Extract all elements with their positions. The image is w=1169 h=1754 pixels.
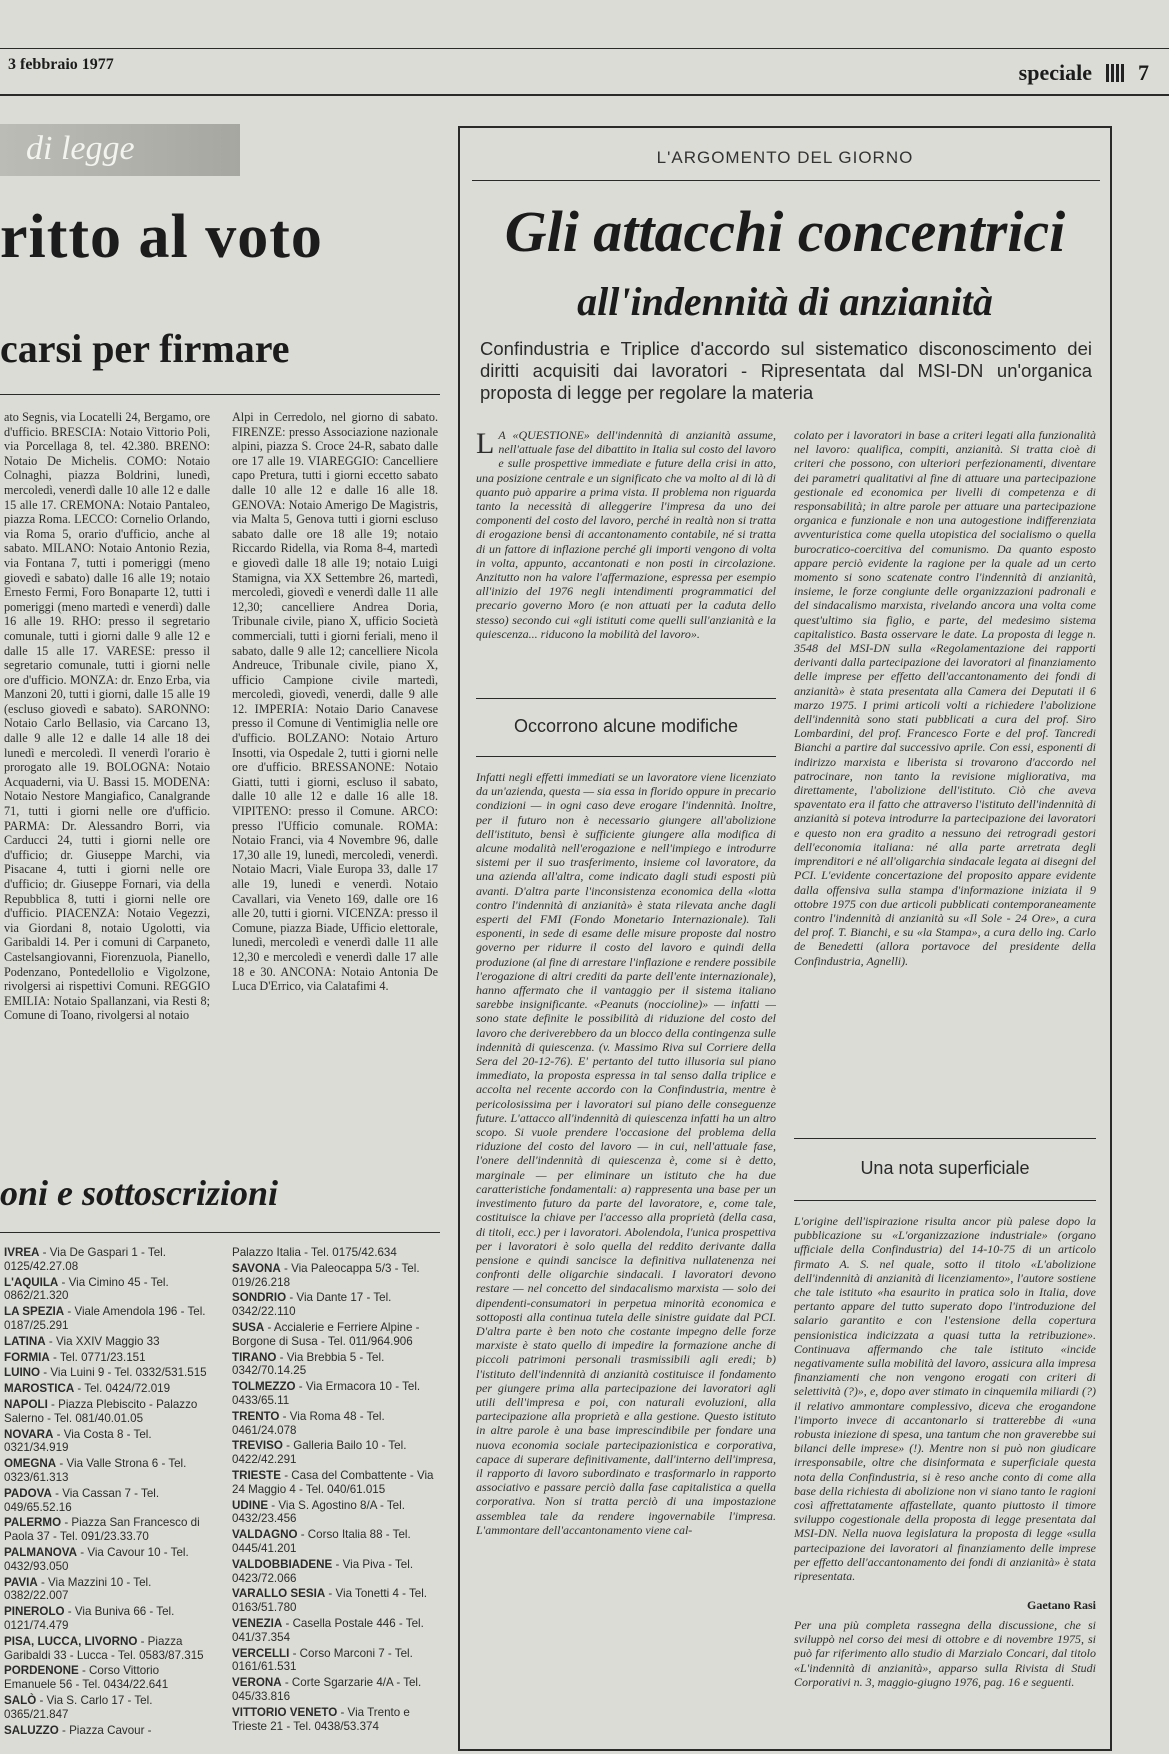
address-city: PORDENONE [4, 1664, 79, 1678]
address-entry: PALERMO - Piazza San Francesco di Paola 37 - Tel. 091/23.33.70 [4, 1516, 200, 1544]
article-topic: L'ARGOMENTO DEL GIORNO [656, 148, 914, 167]
address-entry: PADOVA - Via Cassan 7 - Tel. 049/65.52.16 [4, 1486, 160, 1514]
address-city: PISA, LUCCA, LIVORNO [4, 1634, 138, 1648]
address-city: PALMANOVA [4, 1545, 77, 1559]
address-info: Tel. 0424/72.019 [84, 1382, 171, 1396]
address-entry: L'AQUILA - Via Cimino 45 - Tel. 0862/21.320 [4, 1275, 169, 1303]
address-info: Via Buniva 66 - Tel. 0121/74.479 [4, 1605, 175, 1632]
address-city: SAVONA [232, 1261, 281, 1275]
page-number: 7 [1138, 60, 1149, 85]
address-city: TRIESTE [232, 1468, 281, 1482]
address-entry: SALUZZO - Piazza Cavour - [4, 1723, 152, 1737]
address-info: Via Ermacora 10 - Tel. 0433/65.11 [232, 1380, 421, 1407]
article-intro-col2: colato per i lavoratori in base a criteri legati alla funzionalità nel lavoro: qualifica, compiti, anzianità. Si tratta cioè di criteri che possono, con ulteriori perfezionamenti, diventare dei parametri qualitativi al fine di attuare una partecipazione gestionale ed economica per livelli di competenza e di responsabilità; in altre parole per attuare una partecipazione organica e funzionale e non una autogestione indifferenziata avventuristica come quella utopistica del socialismo o quella burocratico-coercitiva del comunismo. Da quanto esposto appare perciò evidente la ragione per la quale ad un certo momento si sono scatenate contro l'indennità di anzianità, insieme, le forze congiunte delle organizzazioni padronali e del sindacalismo marxista, rivelando ancora una volta come quest'ultimo sia figlio, e parte, del medesimo sistema capitalistico. Basta osservare le date. La proposta di legge n. 3548 del MSI-DN sulla «Regolamentazione dei rapporti derivanti dalla partecipazione dei lavoratori al finanziamento delle imprese per effetto dell'accantonamento dei fondi di anzianità» è stata presentata alla Camera dei Deputati il 6 marzo 1975. I primi articoli volti a richiedere l'abolizione dell'indennità sono stati pubblicati a cura del prof. Siro Lombardini, del prof. Francesco Forte e del prof. Tancredi Bianchi a partire dal successivo aprile. Con essi, esponenti di indirizzo marxista e liberista si trovarono d'accordo nel patrocinare, non tanto la revisione migliorativa, ma direttamente, l'abolizione dell'istituto. Ciò che aveva spaventato era il fatto che attraverso l'istituto dell'indennità di anzianità si poteva introdurre la partecipazione dei lavoratori e questo non era gradito a nessuno dei retrogradi gestori dell'economia italiana: né alla parte arretrata degli imprenditori e né all'oligarchia sindacale legata ai disegni del PCI. L'evidente concertazione del proposito appare evidente dalla offensiva sulla stampa d'informazione iniziata il 9 ottobre 1975 con due articoli pubblicati contemporaneamente contro l'indennità di anzianità su «Il Sole - 24 Ore», a cura del prof. T. Bianchi, e su «la Stampa», a cura dello ing. Carlo de Benedetti (allora portavoce del presidente della Confindustria, Agnelli). [794, 428, 1096, 968]
address-city: TIRANO [232, 1350, 277, 1364]
kicker-band: di legge [0, 124, 240, 176]
addresses-column-1 [4, 1246, 210, 1751]
article-signature: Gaetano Rasi [1027, 1598, 1096, 1612]
address-city: TOLMEZZO [232, 1380, 296, 1394]
address-info: Piazza Cavour - [69, 1723, 152, 1737]
masthead-section [1019, 60, 1149, 86]
address-entry: UDINE - Via S. Agostino 8/A - Tel. 0432/23.456 [232, 1498, 405, 1526]
address-city: VITTORIO VENETO [232, 1705, 338, 1719]
address-entry: VALDOBBIADENE - Via Piva - Tel. 0423/72.066 [232, 1557, 414, 1585]
article-box [458, 126, 1112, 1751]
address-info: Via De Gaspari 1 - Tel. 0125/42.27.08 [4, 1246, 166, 1273]
address-city: TREVISO [232, 1439, 283, 1453]
article-footnote: Per una più completa rassegna della discussione, che si sviluppò nel corso dei mesi di ottobre e di novembre 1975, si può far riferimento allo studio di Marzialo Concari, dal titolo «L'indennità di anzianità», apparso sulla Rivista di Studi Corporativi n. 3, maggio-giugno 1976, pag. 16 e seguenti. [794, 1618, 1096, 1689]
address-entry: VALDAGNO - Corso Italia 88 - Tel. 0445/41.201 [232, 1528, 411, 1555]
address-entry: VITTORIO VENETO - Via Trento e Trieste 21 - Tel. 0438/53.374 [232, 1705, 410, 1733]
address-entry: TREVISO - Galleria Bailo 10 - Tel. 0422/42.291 [232, 1439, 407, 1467]
address-entry: FORMIA - Tel. 0771/23.151 [4, 1350, 146, 1364]
address-info: Via Paleocappa 5/3 - Tel. 019/26.218 [232, 1261, 420, 1289]
address-info: Via S. Agostino 8/A - Tel. 0432/23.456 [232, 1498, 405, 1526]
subhead-nota: Una nota superficiale [860, 1158, 1030, 1178]
article-intro-col1-text: A «QUESTIONE» dell'indennità di anzianità assume, nell'attuale fase del dibattito in Italia sul costo del lavoro e sulle prospettive immediate e future della crisi in atto, una posizione centrale e un significato che va molto al di là di quanto può apparire a prima vista. Il problema non riguarda tanto la necessità di alleggerire l'impresa da uno dei componenti del costo del lavoro, perché in realtà non si tratta di erogazione bensì di accantonamento contabile, né si tratta di un fattore di inflazione perché gli importi vengono di volta in volta, appunto, accantonati e non posti in circolazione. Anzitutto non ha valore l'affermazione, espressa per esempio all'inizio del 1976 negli intendimenti programmatici del precario governo Moro (e non attuati per la caduta dello stesso) secondo cui «gli istituti come quelli sull'anzianità e la quiescenza... riducono la mobilità del lavoro». [476, 428, 776, 641]
address-city: VENEZIA [232, 1616, 283, 1630]
article-body-col2: L'origine dell'ispirazione risulta ancor più palese dopo la pubblicazione su «L'organizzazione industriale» (organo ufficiale della Confindustria) del 14-10-75 di un articolo firmato A. S. nel quale, sotto il titolo «L'abolizione dell'indennità di anzianità di licenziamento», l'autore sostiene che tale istituto «ha esaurito in pratica solo in Italia, dove pertanto appare del tutto superato dopo l'introduzione del salario garantito e con l'estensione della copertura pensionistica indicizzata a quasi tutta la retribuzione». Continuava affermando che tale istituto «incide negativamente sulla mobilità del lavoro, assicura alla impresa finanziamenti che non vengono erogati con criteri di selettività (?)», e, dopo aver stimato in cinquemila miliardi (?) il relativo ammontare complessivo, diceva che erogandone l'importo invece di accantonarlo si tratterebbe di «una robusta iniezione di spesa, una tantum che non graverebbe sui bilanci delle imprese» (!). Mentre non si può non giudicare irresponsabile, oltre che disinformata e superficiale questa nota della Confindustria, si è reso anche conto di come alla base della richiesta di abolizione non vi siano tanto le ragioni così affrettatamente affastellate, quanto piuttosto il timore sviluppo cogestionale della proposta di legge presentata dal MSI-DN. Nella nuova legislatura la proposta di legge «sulla partecipazione dei lavoratori al finanziamento delle imprese per effetto dell'accantonamento dei fondi di anzianità» è stata ripresentata. [794, 1214, 1096, 1584]
left-column-1: ato Segnis, via Locatelli 24, Bergamo, ore d'ufficio. BRESCIA: Notaio Vittorio Poli, via Porcellaga 8, tel. 42.380. BRENO: Notaio De Michelis. COMO: Notaio Colnaghi, piazza Boldrini, lunedì, mercoledì, venerdì dalle 10 alle 12 e dalle 15 alle 17. CREMONA: Notaio Pantaleo, piazza Roma. LECCO: Cornelio Orlando, via Roma 5, orario d'ufficio, anche al sabato. MILANO: Notaio Antonio Rezia, via Fontana 7, tutti i pomeriggi (meno giovedì e sabato) dalle 16 alle 19; notaio Ernesto Fermi, Foro Bonaparte 12, tutti i pomeriggi (meno martedì e venerdì) dalle 16 alle 19. RHO: presso il segretario comunale, tutti i giorni dalle 9 alle 12 e dalle 15 alle 17. VARESE: presso il segretario comunale, tutti i giorni nelle ore d'ufficio. MONZA: dr. Enzo Erba, via Manzoni 20, tutti i giorni, dalle 15 alle 19 (escluso giovedì e sabato). SARONNO: Notaio Carlo Bellasio, via Carcano 13, dalle 9 alle 12 e dalle 14 alle 18 dei lunedì e mercoledì. Il venerdì l'orario è prorogato alle 19. BOLOGNA: Notaio Acquaderni, via U. Bassi 15. MODENA: Notaio Nestore Mangiafico, Canalgrande 71, tutti i giorni nelle ore d'ufficio. PARMA: Dr. Alessandro Borri, via Carducci 24, tutti i giorni nelle ore d'ufficio; dr. Giuseppe Marchi, via Pisacane 4, tutti i giorni nelle ore d'ufficio; dr. Giuseppe Fornari, via della Repubblica 8, tutti i giorni nelle ore d'ufficio. PIACENZA: Notaio Vegezzi, via Giordani 8, notaio Ugolotti, via Garibaldi 14. Per i comuni di Carpaneto, Castelsangiovanni, Fiorenzuola, Pianello, Podenzano, Pontedellolio e Vigolzone, rivolgersi ai rispettivi Comuni. REGGIO EMILIA: Notaio Spallanzani, via Resti 8; Comune di Toano, rivolgersi al notaio [4, 410, 210, 1023]
address-city: SALUZZO [4, 1723, 59, 1737]
address-city: LATINA [4, 1334, 46, 1348]
address-info: Via Mazzini 10 - Tel. 0382/22.007 [4, 1575, 152, 1603]
address-city: FORMIA [4, 1350, 50, 1364]
address-info: Via Brebbia 5 - Tel. 0342/70.14.25 [232, 1350, 385, 1378]
address-city: VARALLO SESIA [232, 1587, 326, 1601]
address-city: PADOVA [4, 1486, 52, 1500]
address-info: Galleria Bailo 10 - Tel. 0422/42.291 [232, 1439, 407, 1467]
address-info: Casa del Combattente - Via 24 Maggio 4 - Tel. 040/61.015 [232, 1468, 434, 1496]
address-entry: SUSA - Accialerie e Ferriere Alpine - Borgone di Susa - Tel. 011/964.906 [232, 1320, 420, 1348]
address-info: Piazza Plebiscito - Palazzo Salerno - Tel. 081/40.01.05 [4, 1397, 198, 1425]
address-entry: VERCELLI - Corso Marconi 7 - Tel. 0161/61.531 [232, 1646, 413, 1674]
address-info: Via Cassan 7 - Tel. 049/65.52.16 [4, 1486, 160, 1514]
address-entry: OMEGNA - Via Valle Strona 6 - Tel. 0323/61.313 [4, 1457, 187, 1484]
address-info: Via Valle Strona 6 - Tel. 0323/61.313 [4, 1457, 187, 1484]
article-intro-col1 [476, 428, 776, 828]
address-entry: PISA, LUCCA, LIVORNO - Piazza Garibaldi 33 - Lucca - Tel. 0583/87.315 [4, 1634, 204, 1662]
address-city: VERCELLI [232, 1646, 290, 1660]
address-city: L'AQUILA [4, 1275, 59, 1289]
address-info: Corso Marconi 7 - Tel. 0161/61.531 [232, 1646, 413, 1674]
address-info: Via Tonetti 4 - Tel. 0163/51.780 [232, 1587, 428, 1615]
address-city: IVREA [4, 1246, 40, 1259]
address-city: LUINO [4, 1366, 41, 1380]
address-city: VALDOBBIADENE [232, 1557, 333, 1571]
address-info: Viale Amendola 196 - Tel. 0187/25.291 [4, 1305, 206, 1332]
address-info: Accialerie e Ferriere Alpine - Borgone di Susa - Tel. 011/964.906 [232, 1320, 420, 1348]
address-city: MAROSTICA [4, 1382, 75, 1396]
address-entry: SALÒ - Via S. Carlo 17 - Tel. 0365/21.847 [4, 1693, 153, 1721]
address-info: Via S. Carlo 17 - Tel. 0365/21.847 [4, 1693, 153, 1721]
left-subheadline: carsi per firmare [0, 326, 290, 371]
address-entry: PINEROLO - Via Buniva 66 - Tel. 0121/74.479 [4, 1605, 175, 1632]
address-city: UDINE [232, 1498, 269, 1512]
address-info: Piazza San Francesco di Paola 37 - Tel. 091/23.33.70 [4, 1516, 200, 1544]
address-city: LA SPEZIA [4, 1305, 65, 1319]
address-info: Via Trento e Trieste 21 - Tel. 0438/53.374 [232, 1705, 410, 1733]
article-deck: Confindustria e Triplice d'accordo sul sistematico disconoscimento dei diritti acquisiti dai lavoratori - Ripresentata dal MSI-DN un'organica proposta di legge per regolare la materia [480, 338, 1092, 403]
address-entry: TRIESTE - Casa del Combattente - Via 24 Maggio 4 - Tel. 040/61.015 [232, 1468, 434, 1496]
section-label: speciale [1018, 60, 1092, 85]
address-info: Via Costa 8 - Tel. 0321/34.919 [4, 1427, 152, 1455]
left-column-2: Alpi in Cerredolo, nel giorno di sabato. FIRENZE: presso Associazione nazionale alpini, piazza S. Croce 24-R, sabato dalle ore 17 alle 19. VIAREGGIO: Cancelliere capo Pretura, tutti i giorni eccetto sabato dalle 10 alle 12 e dalle 16 alle 18. GENOVA: Notaio Amerigo De Magistris, via Malta 5, Genova tutti i giorni escluso sabato dalle ore 18 alle 19; notaio Riccardo Ridella, via Roma 8-4, martedì e giovedì dalle 18 alle 19; notaio Luigi Stamigna, via XX Settembre 26, martedì, mercoledì, giovedì e venerdì dalle 11 alle 12,30; cancelliere Andrea Doria, Tribunale civile, piano X, ufficio Società commerciali, tutti i giorni feriali, meno il sabato, dalle 9 alle 12; cancelliere Nicola Andreuce, Tribunale civile, piano X, ufficio Campione civile martedì, mercoledì, giovedì, venerdì, dalle 9 alle 12. IMPERIA: Notaio Dario Canavese presso il Comune di Ventimiglia nelle ore d'ufficio. BOLZANO: Notaio Arturo Insotti, via Ospedale 2, tutti i giorni nelle ore d'ufficio. BRESSANONE: Notaio Giatti, tutti i giorni, escluso il sabato, dalle 10 alle 12 e dalle 16 alle 18. VIPITENO: presso il Comune. ARCO: presso l'Ufficio comunale. ROMA: Notaio Franci, via 4 Novembre 96, dalle 17,30 alle 19, lunedì, mercoledì, venerdì. Notaio Macri, Viale Europa 33, dalle 17 alle 19, lunedì e venerdì. Notaio Cavallari, via Veneto 169, dalle ore 16 alle 20, tutti i giorni. VICENZA: presso il Comune, piazza Biade, Ufficio elettorale, lunedì, mercoledì e venerdì dalle 11 alle 12,30 e mercoledì e venerdì dalle 17 alle 18 e 30. ANCONA: Notaio Antonia De Luca D'Errico, via Calatafimi 4. [232, 410, 438, 994]
article-body-col1: Infatti negli effetti immediati se un lavoratore viene licenziato da un'azienda, questa — sia essa in florido oppure in precario condizioni — in ogni caso deve erogare l'indennità. Inoltre, per il futuro non è necessario giungere all'abolizione dell'istituto, bensì è sufficiente giungere alla modifica di alcune modalità nell'erogazione e nell'impiego e introdurre sistemi per il suo trasferimento, insieme col lavoratore, da una azienda all'altra, come indicato dagli studi esposti più avanti. D'altra parte l'inconsistenza economica della «lotta contro l'indennità di anzianità» è stata rilevata anche dagli esperti del FMI (Fondo Monetario Internazionale). Tali esponenti, in sede di esame delle misure proposte dal nostro governo per ridurre il costo del lavoro e quindi della produzione (al fine di arrestare l'inflazione e rendere possibile l'erogazione di altri crediti da parte dell'ente internazionale), hanno affermato che il vantaggio per il sistema italiano sarebbe insignificante. «Peanuts (noccioline)» — infatti — sono state definite le possibilità di riduzione del costo del lavoro che deriverebbero da un blocco della contingenza sulle indennità di quiescenza. (v. Massimo Riva sul Corriere della Sera del 20-12-76). E' pertanto del tutto illusoria sul piano immediato, la proposta espressa in tal senso dalla triplice e accolta nel recente accordo con la Confindustria, mentre è pericolosissima per i lavoratori sul piano delle conseguenze future. L'attacco all'indennità di quiescenza infatti ha un altro scopo. Si vuole prendere l'occasione del problema della riduzione del costo del lavoro — in cui, nell'attuale fase, l'onere dell'indennità di quiescenza è, come si è detto, marginale — per eliminare un istituto che ha due caratteristiche fondamentali: a) rappresenta una base per un investimento futuro da parte del lavoratore, e, come tale, costituisce la chiave per l'accesso alla proprietà (della casa, di titoli, ecc.) per i lavoratori. Abolendola, l'unica prospettiva per i lavoratori è solo quella del reddito derivante dalla pensione e quindi sancisce la definitiva nullatenenza nei confronti delle oligarchie sindacali. I lavoratori devono restare — nel concetto del sindacalismo marxista — solo dei dipendenti-consumatori in perpetua minorità economica e sottoposti alla continua tutela delle sinistre guidate dal PCI. D'altra parte è ben noto che costante impegno delle forze marxiste è stato quello di impedire la formazione anche di piccoli patrimoni personali trasmissibili agli eredi; b) l'istituto dell'indennità di anzianità costituisce il fondamento per giungere prima alla partecipazione dei lavoratori agli utili dell'impresa e poi, con naturali evoluzioni, alla partecipazione alla proprietà e alla gestione. Questo istituto in altre parole è una base imprescindibile per fondare una nuova economia sociale partecipazionistica e corporativa, capace di superare definitivamente, dall'interno dell'impresa, il rapporto di lavoro subordinato e trasformarlo in rapporto associativo e passare perciò dalla fase capitalistica a quella corporativa. Non si tratta perciò di una impostazione assemblea tale da rendere ingovernabile l'impresa. L'ammontare dell'accantonamento viene cal- [476, 770, 776, 1537]
address-entry: IVREA - Via De Gaspari 1 - Tel. 0125/42.27.08 [4, 1246, 166, 1273]
address-entry: LUINO - Via Luini 9 - Tel. 0332/531.515 [4, 1366, 207, 1380]
address-info: Via XXIV Maggio 33 [55, 1334, 160, 1348]
address-city: TRENTO [232, 1409, 280, 1423]
address-city: NAPOLI [4, 1397, 48, 1411]
addresses-column-2 [232, 1246, 438, 1751]
address-entry: SAVONA - Via Paleocappa 5/3 - Tel. 019/26.218 [232, 1261, 420, 1289]
article-title: Gli attacchi concentrici [504, 199, 1066, 264]
address-city: PAVIA [4, 1575, 38, 1589]
address-entry: NAPOLI - Piazza Plebiscito - Palazzo Salerno - Tel. 081/40.01.05 [4, 1397, 198, 1425]
address-info: Corso Italia 88 - Tel. 0445/41.201 [232, 1528, 411, 1555]
address-city: OMEGNA [4, 1457, 57, 1471]
address-city: SONDRIO [232, 1291, 287, 1305]
address-entry: PAVIA - Via Mazzini 10 - Tel. 0382/22.007 [4, 1575, 152, 1603]
newspaper-logo-icon [1106, 64, 1124, 82]
address-entry: PALMANOVA - Via Cavour 10 - Tel. 0432/93.050 [4, 1545, 189, 1573]
left-headline: ritto al voto [0, 203, 323, 271]
address-entry: TRENTO - Via Roma 48 - Tel. 0461/24.078 [232, 1409, 385, 1437]
address-entry: LA SPEZIA - Viale Amendola 196 - Tel. 0187/25.291 [4, 1305, 206, 1332]
dropcap: L [476, 428, 495, 460]
address-city: SALÒ [4, 1693, 37, 1707]
address-info: Via Roma 48 - Tel. 0461/24.078 [232, 1409, 385, 1437]
address-city: VERONA [232, 1676, 282, 1690]
address-info: Corte Sgarzarie 4/A - Tel. 045/33.816 [232, 1676, 422, 1703]
address-entry: VENEZIA - Casella Postale 446 - Tel. 041/37.354 [232, 1616, 424, 1644]
address-city: SUSA [232, 1320, 265, 1334]
address-entry: LATINA - Via XXIV Maggio 33 [4, 1334, 160, 1348]
address-info: Via Luini 9 - Tel. 0332/531.515 [50, 1366, 207, 1380]
address-info: Corso Vittorio Emanuele 56 - Tel. 0434/22.641 [4, 1664, 169, 1692]
address-entry: PORDENONE - Corso Vittorio Emanuele 56 - Tel. 0434/22.641 [4, 1664, 169, 1692]
address-info: Via Dante 17 - Tel. 0342/22.110 [232, 1291, 392, 1319]
address-city: VALDAGNO [232, 1528, 298, 1542]
address-city: NOVARA [4, 1427, 54, 1441]
address-info: Casella Postale 446 - Tel. 041/37.354 [232, 1616, 424, 1644]
address-info: Via Piva - Tel. 0423/72.066 [232, 1557, 414, 1585]
address-info: Via Cavour 10 - Tel. 0432/93.050 [4, 1545, 189, 1573]
address-entry: VARALLO SESIA - Via Tonetti 4 - Tel. 0163/51.780 [232, 1587, 428, 1615]
address-entry: VERONA - Corte Sgarzarie 4/A - Tel. 045/33.816 [232, 1676, 422, 1703]
address-entry: NOVARA - Via Costa 8 - Tel. 0321/34.919 [4, 1427, 152, 1455]
masthead-date: 3 febbraio 1977 [8, 56, 114, 73]
section2-title: oni e sottoscrizioni [0, 1173, 279, 1213]
address-city: PALERMO [4, 1516, 62, 1530]
article-subtitle: all'indennità di anzianità [577, 279, 993, 324]
address-entry: MAROSTICA - Tel. 0424/72.019 [4, 1382, 171, 1396]
address-info: Tel. 0771/23.151 [59, 1350, 146, 1364]
address-info: Via Cimino 45 - Tel. 0862/21.320 [4, 1275, 169, 1303]
address-info: Palazzo Italia - Tel. 0175/42.634 [232, 1246, 397, 1259]
address-entry [232, 1246, 438, 1260]
address-city: PINEROLO [4, 1605, 65, 1619]
subhead-occorrono: Occorrono alcune modifiche [513, 716, 739, 736]
address-entry: TOLMEZZO - Via Ermacora 10 - Tel. 0433/65.11 [232, 1380, 421, 1407]
address-entry: SONDRIO - Via Dante 17 - Tel. 0342/22.110 [232, 1291, 392, 1319]
address-entry: TIRANO - Via Brebbia 5 - Tel. 0342/70.14.25 [232, 1350, 385, 1378]
address-info: Piazza Garibaldi 33 - Lucca - Tel. 0583/87.315 [4, 1634, 204, 1662]
